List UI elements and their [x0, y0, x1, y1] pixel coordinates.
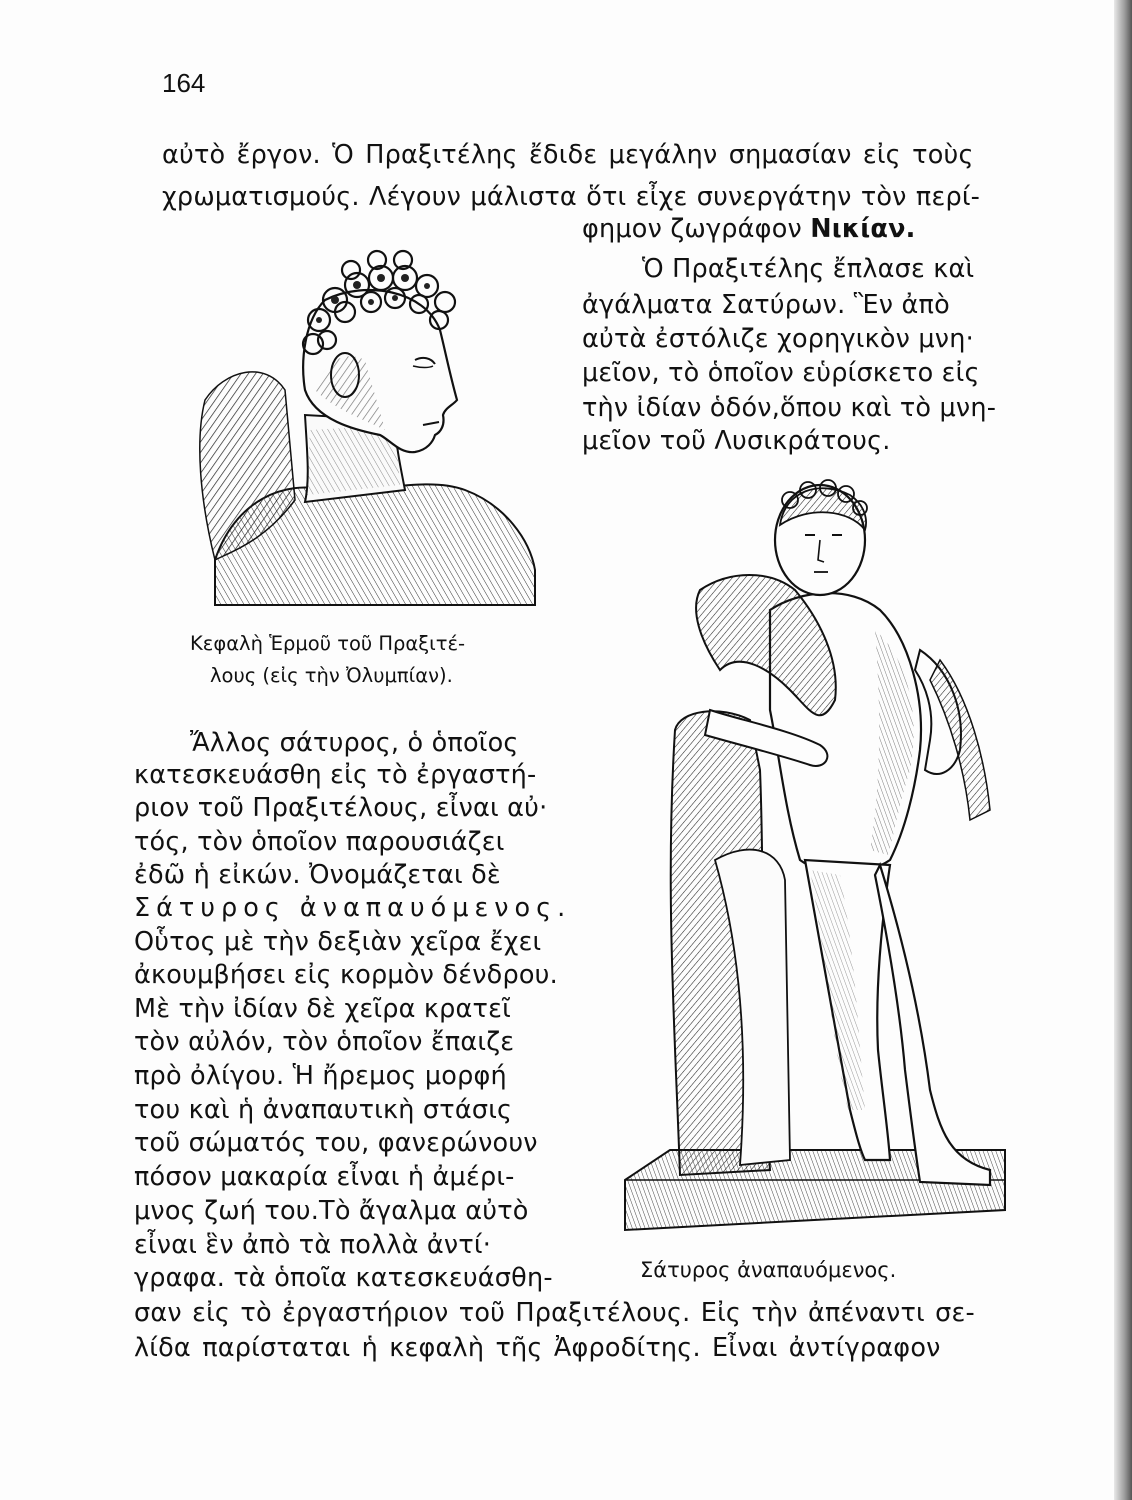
text-line: αὐτὰ ἐστόλιζε χορηγικὸν μνη·	[582, 324, 974, 354]
hermes-head-illustration	[195, 240, 540, 610]
text-line: ἀκουμβήσει εἰς κορμὸν δένδρου.	[134, 960, 558, 990]
page-number: 164	[162, 68, 206, 98]
text-line: αὐτὸ ἔργον. Ὁ Πραξιτέλης ἔδιδε μεγάλην σημασίαν εἰς τοὺς	[162, 140, 974, 170]
text-line: πρὸ ὀλίγου. Ἡ ἤρεμος μορφή	[134, 1061, 507, 1091]
text-line: μεῖον, τὸ ὁποῖον εὑρίσκετο εἰς	[582, 358, 980, 388]
text-line: ἀγάλματα Σατύρων. Ἓν ἀπὸ	[582, 290, 950, 320]
figure-caption-hermes: λους (εἰς τὴν Ὀλυμπίαν).	[210, 664, 453, 687]
text-line: Σάτυρος ἀναπαυόμενος.	[134, 893, 572, 923]
text-line: εἶναι ἓν ἀπὸ τὰ πολλὰ ἀντί·	[134, 1230, 492, 1260]
text-line: Ἄλλος σάτυρος, ὁ ὁποῖος	[190, 728, 519, 758]
text-line: μεῖον τοῦ Λυσικράτους.	[582, 426, 891, 456]
text-line: κατεσκευάσθη εἰς τὸ ἐργαστή-	[134, 760, 537, 790]
figure-caption-hermes: Κεφαλὴ Ἑρμοῦ τοῦ Πραξιτέ-	[190, 632, 466, 655]
figure-caption-satyr: Σάτυρος ἀναπαυόμενος.	[640, 1258, 897, 1282]
resting-satyr-illustration	[620, 470, 1010, 1245]
text-line: μνος ζωή του.Τὸ ἄγαλμα αὐτὸ	[134, 1196, 529, 1226]
text-line: τοῦ σώματός του, φανερώνουν	[134, 1128, 538, 1158]
text-line: τὸν αὐλόν, τὸν ὁποῖον ἔπαιζε	[134, 1027, 515, 1057]
text-line: ριον τοῦ Πραξιτέλους, εἶναι αὐ·	[134, 793, 548, 823]
text-line: φημον ζωγράφον Νικίαν.	[582, 214, 916, 244]
text-line: του καὶ ἡ ἀναπαυτικὴ στάσις	[134, 1095, 513, 1125]
text-line: Μὲ τὴν ἰδίαν δὲ χεῖρα κρατεῖ	[134, 994, 511, 1024]
text-line: λίδα παρίσταται ἡ κεφαλὴ τῆς Ἀφροδίτης. Εἶναι ἀντίγραφον	[134, 1333, 941, 1363]
text-line: πόσον μακαρία εἶναι ἡ ἀμέρι-	[134, 1162, 515, 1192]
text-line: χρωματισμούς. Λέγουν μάλιστα ὅτι εἶχε συνεργάτην τὸν περί-	[162, 182, 981, 212]
text-line: Ὁ Πραξιτέλης ἔπλασε καὶ	[642, 254, 975, 284]
text-line: τὴν ἰδίαν ὁδόν,ὅπου καὶ τὸ μνη-	[582, 393, 997, 423]
text-line: σαν εἰς τὸ ἐργαστήριον τοῦ Πραξιτέλους. Εἰς τὴν ἀπέναντι σε-	[134, 1298, 975, 1328]
text-line: ἐδῶ ἡ εἰκών. Ὀνομάζεται δὲ	[134, 860, 501, 890]
text-line: τός, τὸν ὁποῖον παρουσιάζει	[134, 827, 505, 857]
page-edge-shadow	[1114, 0, 1132, 1500]
text-line: γραφα. τὰ ὁποῖα κατεσκευάσθη-	[134, 1263, 553, 1293]
text-line: Οὗτος μὲ τὴν δεξιὰν χεῖρα ἔχει	[134, 927, 542, 957]
